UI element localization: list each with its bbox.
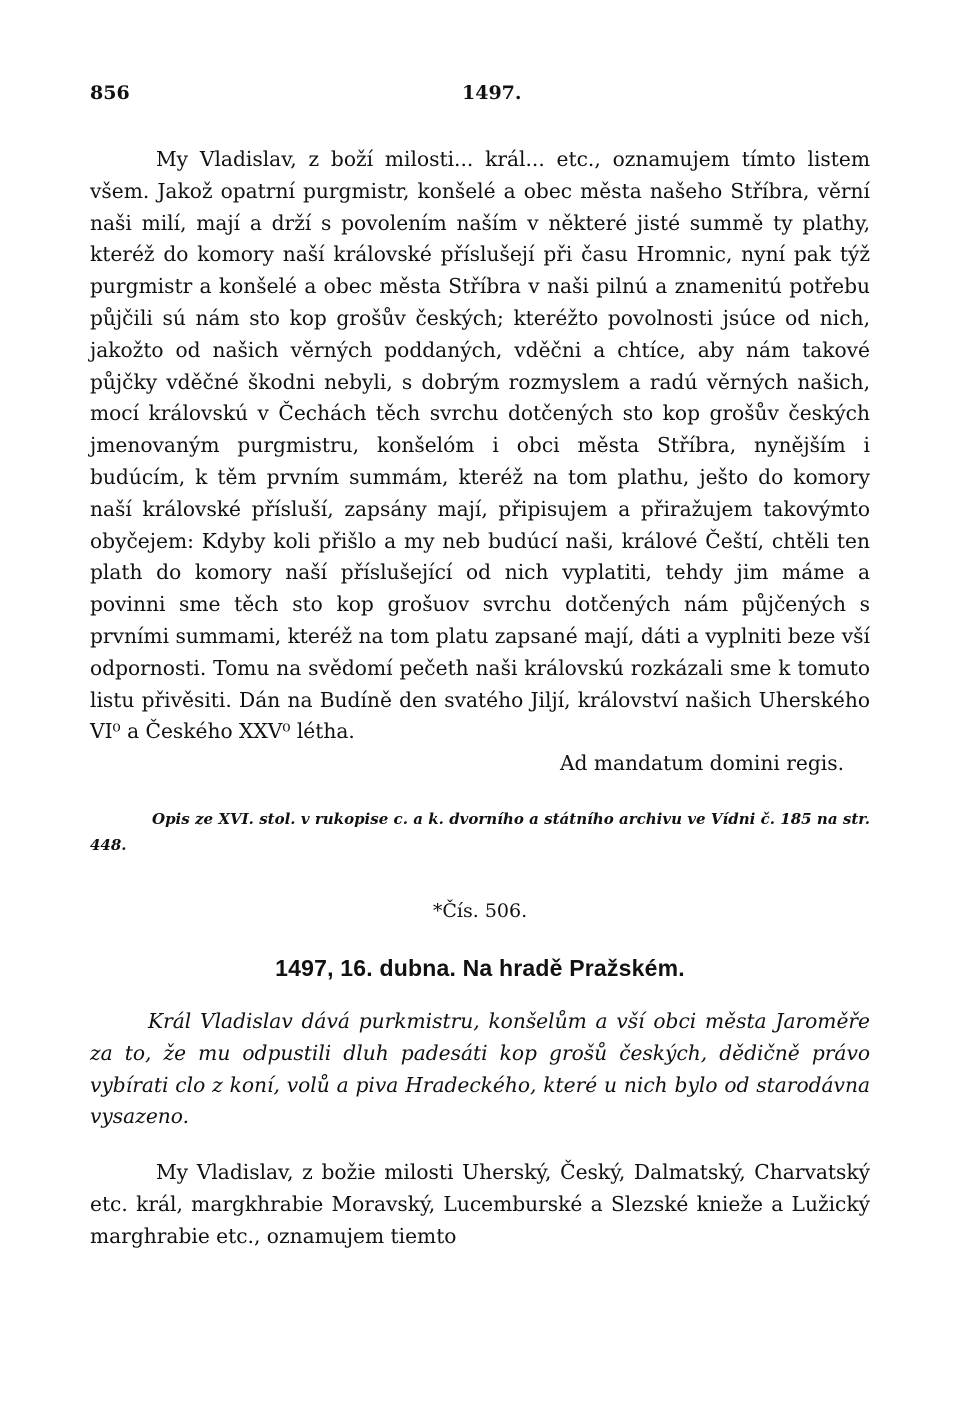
page-header bbox=[90, 72, 870, 112]
source-note: Opis ze XVI. stol. v rukopise c. a k. dvorního a státního archivu ve Vídni č. 185 na str. 448. bbox=[90, 809, 870, 854]
document-date-heading: 1497, 16. dubna. Na hradě Pražském. bbox=[275, 954, 685, 981]
charter-text-2: My Vladislav, z božie milosti Uherský, Český, Dalmatský, Charvatský etc. král, margkhrabie Moravský, Lucemburské a Slezské knieže a Lužický marghrabie etc., oznamujem tiemto bbox=[90, 1160, 870, 1248]
charter-text-1: My Vladislav, z boží milosti... král... etc., oznamujem tímto listem všem. Jakož opatrní purgmistr, konšelé a obec města našeho Stříbra, věrní naši milí, mají a drží s povolením naším v některé jisté summě ty plathy, kteréž do komory naší královské příslušejí při času Hromnic, nyní pak týž purgmistr a konšelé a obec města Stříbra v naši pilnú a znamenitú potřebu půjčili sú nám sto kop grošův českých; kteréžto povolnosti jsúce od nich, jakožto od našich věrných poddaných, vděčni a chtíce, aby nám takové půjčky vděčné škodni nebyli, s dobrým rozmyslem a radú věrných našich, mocí královskú v Čechách těch svrchu dotčených sto kop grošův českých jmenovaným purgmistru, konšelóm i obci města Stříbra, nynějším i budúcím, k těm prvním summám, kteréž na tom plathu, ješto do komory naší královské přísluší, zapsány mají, připisujem a přiražujem takovýmto obyčejem: Kdyby koli přišlo a my neb budúcí naši, králové Čeští, chtěli ten plath do komory naší příslušející od nich vyplatiti, tehdy jim máme a povinni sme těch sto kop grošuov svrchu dotčených nám půjčených s prvními summami, kteréž na tom platu zapsané mají, dáti a vyplniti beze vší odpornosti. Tomu na svědomí pečeth naši královskú rozkázali sme k tomuto listu přivěsiti. Dán na Budíně den svatého Jiljí, království našich Uherského VI⁰ a Českého XXV⁰ létha. bbox=[90, 147, 870, 744]
charter-closing: Ad mandatum domini regis. bbox=[559, 751, 844, 776]
document-regest: Král Vladislav dává purkmistru, konšelům a vší obci města Jaroměře za to, že mu odpustili dluh padesáti kop grošů českých, dědičně právo vybírati clo z koní, volů a piva Hradeckého, které u nich bylo od starodávna vysazeno. bbox=[90, 1008, 870, 1129]
document-number: *Čís. 506. bbox=[432, 899, 528, 922]
book-page bbox=[90, 72, 870, 1253]
running-header-year: 1497. bbox=[462, 82, 522, 104]
page-number: 856 bbox=[90, 82, 130, 104]
